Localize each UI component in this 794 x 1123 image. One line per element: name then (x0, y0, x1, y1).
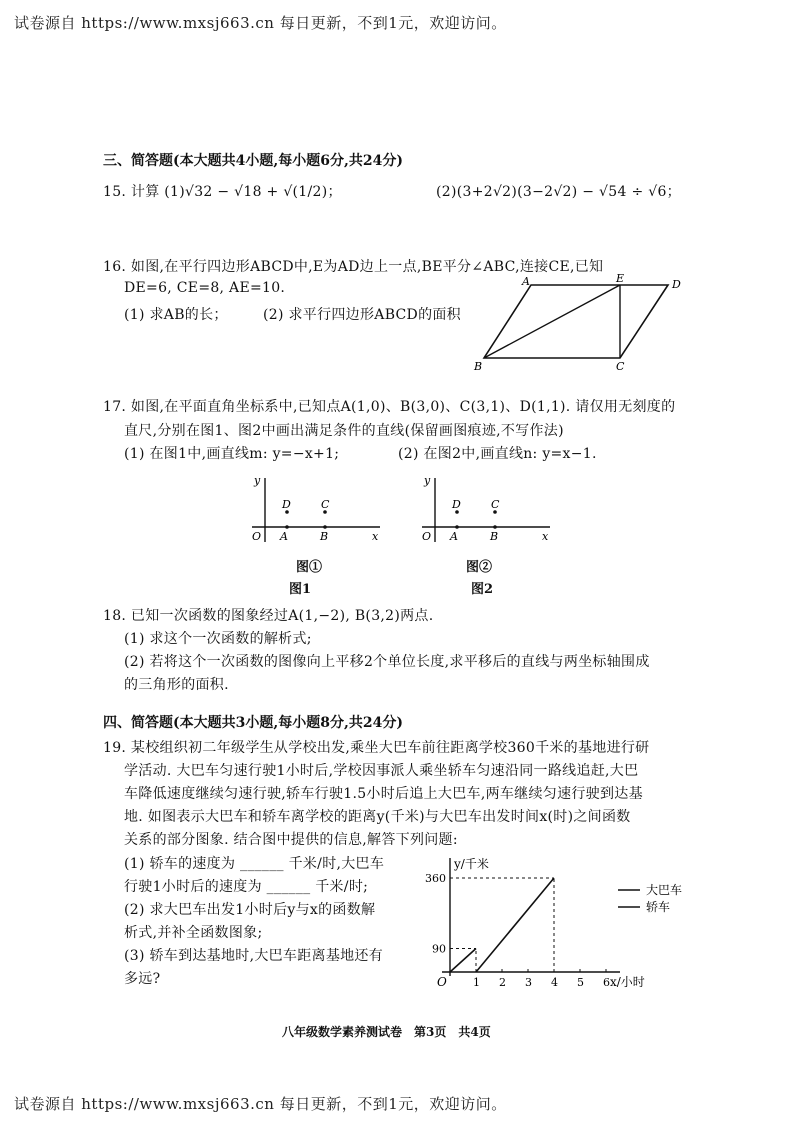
section-4-title: 四、简答题(本大题共3小题,每小题8分,共24分) (103, 715, 403, 731)
fig1-y-label: y (254, 474, 261, 487)
q19-line5: 关系的部分图象. 结合图中提供的信息,解答下列问题: (124, 832, 458, 848)
q19-sub3a: (3) 轿车到达基地时,大巴车距离基地还有 (124, 948, 384, 964)
x-tick-label: 5 (577, 976, 584, 989)
q18-line4: 的三角形的面积. (124, 677, 229, 693)
q18-line3: (2) 若将这个一次函数的图像向上平移2个单位长度,求平移后的直线与两坐标轴围成 (124, 654, 650, 670)
fig1-label-c: C (321, 498, 330, 511)
top-banner: 试卷源自 https://www.mxsj663.cn 每日更新，不到1元，欢迎访问。 (14, 14, 507, 32)
q19-line4: 地. 如图表示大巴车和轿车离学校的距离y(千米)与大巴车出发时间x(时)之间函数 (124, 809, 631, 825)
fig1-point-a (285, 525, 289, 529)
label-a: A (522, 275, 530, 288)
x-tick-label: 2 (499, 976, 506, 989)
chart-y-label: y/千米 (454, 857, 489, 871)
q18-line2: (1) 求这个一次函数的解析式; (124, 631, 312, 647)
legend-label: 轿车 (646, 900, 671, 914)
q15-part1: 15. 计算 (1)√32 − √18 + √(1/2)； (103, 184, 342, 200)
q17-line1: 17. 如图,在平面直角坐标系中,已知点A(1,0)、B(3,0)、C(3,1)、D(1,1). 请仅用无刻度的 (103, 399, 676, 415)
parallelogram-abcd (484, 285, 668, 358)
fig1-x-label: x (372, 530, 379, 543)
series-line-bus (450, 949, 476, 973)
q19-line3: 车降低速度继续匀速行驶,轿车行驶1.5小时后追上大巴车,两车继续匀速行驶到达基 (124, 786, 643, 802)
q19-sub1b: 行驶1小时后的速度为 ______ 千米/时; (124, 879, 369, 895)
label-b: B (474, 360, 483, 373)
x-tick-label: 1 (473, 976, 480, 989)
bottom-banner: 试卷源自 https://www.mxsj663.cn 每日更新，不到1元，欢迎访问。 (14, 1095, 507, 1113)
q19-sub2b: 析式,并补全函数图象; (124, 925, 263, 941)
q17-line3b: (2) 在图2中,画直线n: y=x−1. (398, 446, 597, 462)
fig1-point-b (323, 525, 327, 529)
q17-figure-1 (240, 470, 390, 560)
fig2-caption: 图② (466, 560, 493, 575)
fig1-origin-label: O (252, 530, 262, 543)
q16-line1: 16. 如图,在平行四边形ABCD中,E为AD边上一点,BE平分∠ABC,连接CE,已知 (103, 259, 604, 275)
q19-sub1a: (1) 轿车的速度为 ______ 千米/时,大巴车 (124, 856, 385, 872)
label-e: E (616, 272, 625, 285)
x-tick-label: 6 (603, 976, 610, 989)
fig2-subcaption: 图2 (471, 582, 494, 597)
chart-origin-label: O (437, 975, 447, 989)
fig2-label-d: D (452, 498, 461, 511)
segment-be (484, 285, 620, 358)
y-tick-label: 360 (425, 872, 446, 885)
fig1-subcaption: 图1 (289, 582, 312, 597)
chart-x-label: x/小时 (610, 975, 645, 989)
q19-line2: 学活动. 大巴车匀速行驶1小时后,学校因事派人乘坐轿车匀速沿同一路线追赶,大巴 (124, 763, 639, 779)
fig1-label-a: A (280, 530, 288, 543)
q15-part2: (2)(3+2√2)(3−2√2) − √54 ÷ √6； (436, 184, 681, 200)
fig1-label-d: D (282, 498, 291, 511)
q17-line3a: (1) 在图1中,画直线m: y=−x+1; (124, 446, 340, 462)
page-footer: 八年级数学素养测试卷 第3页 共4页 (282, 1025, 491, 1039)
fig2-point-b (493, 525, 497, 529)
section-3-title: 三、简答题(本大题共4小题,每小题6分,共24分) (103, 153, 403, 169)
label-d: D (672, 278, 681, 291)
q19-distance-time-chart (418, 850, 683, 995)
parallelogram-figure (470, 270, 700, 380)
q17-line2: 直尺,分别在图1、图2中画出满足条件的直线(保留画图痕迹,不写作法) (124, 423, 564, 439)
fig1-label-b: B (320, 530, 329, 543)
x-tick-label: 4 (551, 976, 558, 989)
fig2-origin-label: O (422, 530, 432, 543)
fig2-y-label: y (424, 474, 431, 487)
q18-line1: 18. 已知一次函数的图象经过A(1,−2), B(3,2)两点. (103, 608, 434, 624)
x-tick-label: 3 (525, 976, 532, 989)
q17-figure-2 (410, 470, 560, 560)
legend-label: 大巴车 (646, 883, 683, 897)
q16-line3b: (2) 求平行四边形ABCD的面积 (263, 307, 461, 323)
fig2-x-label: x (542, 530, 549, 543)
q16-line2: DE=6, CE=8, AE=10. (124, 280, 286, 296)
q16-line3a: (1) 求AB的长； (124, 307, 228, 323)
q19-sub3b: 多远? (124, 971, 161, 987)
series-line-car (476, 878, 554, 972)
fig2-label-a: A (450, 530, 458, 543)
fig2-label-b: B (490, 530, 499, 543)
q19-line1: 19. 某校组织初二年级学生从学校出发,乘坐大巴车前往距离学校360千米的基地进行研 (103, 740, 650, 756)
fig1-caption: 图① (296, 560, 323, 575)
label-c: C (616, 360, 625, 373)
fig2-point-a (455, 525, 459, 529)
q19-sub2a: (2) 求大巴车出发1小时后y与x的函数解 (124, 902, 376, 918)
fig2-label-c: C (491, 498, 500, 511)
y-tick-label: 90 (432, 942, 446, 956)
